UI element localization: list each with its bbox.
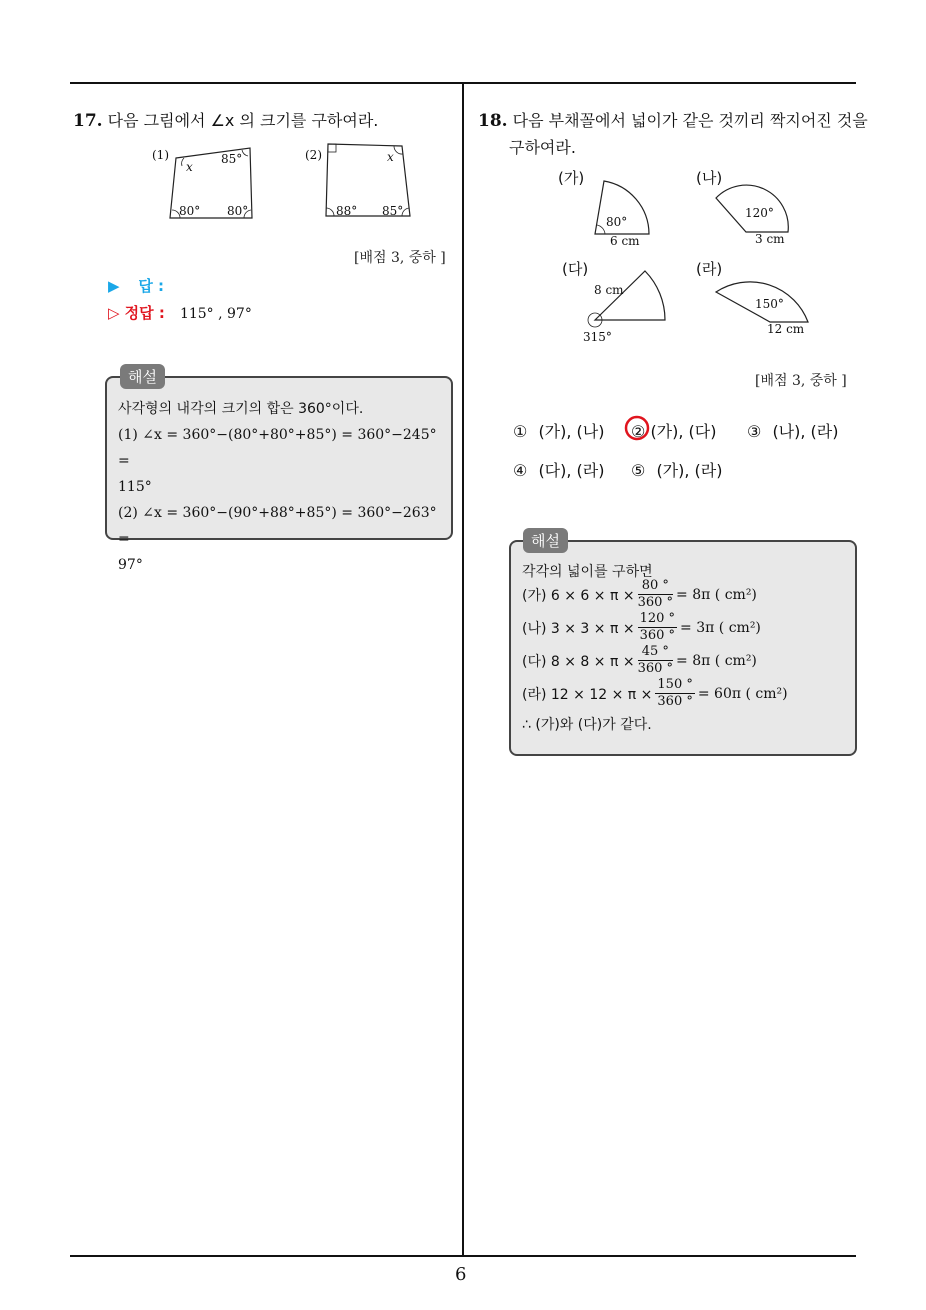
- question-17: [73, 108, 378, 131]
- row-prefix: (가) 6 × 6 × π ×: [522, 587, 635, 604]
- fig2-angle-88: 88°: [336, 204, 358, 218]
- answer-label: 답 :: [138, 277, 165, 295]
- question-18: [478, 108, 868, 131]
- q18-solution-tag: 해설: [523, 528, 568, 553]
- sector-figure-da: [580, 265, 675, 330]
- q17-answer-row: [108, 275, 164, 296]
- row-prefix: (다) 8 × 8 × π ×: [522, 653, 635, 670]
- fig-ra-label: (라): [696, 260, 723, 278]
- row-prefix: (라) 12 × 12 × π ×: [522, 686, 653, 703]
- outline-arrow-icon: ▷: [108, 304, 120, 322]
- fig2-angle-x: x: [387, 150, 394, 164]
- choice-number: ③: [747, 422, 762, 441]
- fig-na-label: (나): [696, 169, 723, 187]
- choice-number: ⑤: [631, 461, 646, 480]
- fig-da-radius: 8 cm: [594, 283, 624, 297]
- solution-row: [522, 611, 788, 644]
- fig1-angle-x: x: [186, 160, 193, 174]
- choice-number: ①: [513, 422, 528, 441]
- q17-correct-row: [108, 302, 252, 323]
- correct-value: 115° , 97°: [179, 306, 252, 322]
- solution-row: [522, 677, 788, 710]
- solution-row: [522, 578, 788, 611]
- solution-line: (2) ∠x = 360°−(90°+88°+85°) = 360°−263° =: [118, 505, 437, 547]
- fig1-label: (1): [152, 148, 169, 162]
- fraction: $\frac{80 ^\circ}{360 ^\circ}$: [637, 578, 674, 610]
- fig2-label: (2): [305, 148, 322, 162]
- solution-line: 사각형의 내각의 크기의 합은 360°이다.: [118, 401, 364, 417]
- column-divider: [462, 82, 464, 1257]
- question-text-line1: 다음 부채꼴에서 넓이가 같은 것끼리 짝지어진 것을: [512, 111, 868, 130]
- play-arrow-icon: ▶: [108, 277, 120, 295]
- q18-solution-intro: 각각의 넓이를 구하면: [522, 564, 653, 580]
- fraction: $\frac{45 ^\circ}{360 ^\circ}$: [637, 644, 674, 676]
- choice-4[interactable]: [513, 458, 605, 481]
- fig-na-angle: 120°: [745, 206, 774, 220]
- fraction: $\frac{150 ^\circ}{360 ^\circ}$: [657, 677, 693, 709]
- question-number: 18.: [478, 111, 508, 131]
- solution-line: (1) ∠x = 360°−(80°+80°+85°) = 360°−245° =: [118, 427, 437, 469]
- choice-text: (다), (라): [538, 461, 605, 480]
- fig-ga-radius: 6 cm: [610, 234, 640, 248]
- q17-solution-tag: 해설: [120, 364, 165, 389]
- fig-da-angle: 315°: [583, 330, 612, 344]
- choice-1[interactable]: [513, 419, 605, 442]
- choice-text: (가), (라): [656, 461, 723, 480]
- selected-answer-circle-icon: [623, 414, 653, 444]
- fig-ga-angle: 80°: [606, 215, 628, 229]
- page-number: 6: [455, 1264, 467, 1285]
- bottom-rule: [70, 1255, 856, 1257]
- choice-5[interactable]: [631, 458, 723, 481]
- choice-text: (나), (라): [772, 422, 839, 441]
- row-result: = 8π ( cm²): [676, 652, 757, 669]
- question-text-line2: 구하여라.: [509, 138, 576, 157]
- q17-solution-text: [118, 396, 443, 578]
- solution-line: 97°: [118, 557, 143, 573]
- choice-text: (가), (나): [538, 422, 605, 441]
- fig1-angle-85: 85°: [221, 152, 243, 166]
- q18-solution-conclusion: ∴ (가)와 (다)가 같다.: [522, 717, 652, 733]
- choice-number: ④: [513, 461, 528, 480]
- fig-ra-angle: 150°: [755, 297, 784, 311]
- choice-3[interactable]: [747, 419, 839, 442]
- choice-number: ②: [631, 422, 646, 441]
- fig1-angle-80-left: 80°: [179, 204, 201, 218]
- fig-ra-radius: 12 cm: [767, 322, 805, 336]
- fig1-angle-80-right: 80°: [227, 204, 249, 218]
- solution-row: [522, 644, 788, 677]
- q18-solution-rows: [522, 578, 788, 710]
- choice-text: (가), (다): [650, 422, 717, 441]
- q18-score-meta: [배점 3, 중하 ]: [755, 373, 847, 389]
- q17-score-meta: [배점 3, 중하 ]: [354, 250, 446, 266]
- question-text: 다음 그림에서 ∠x 의 크기를 구하여라.: [107, 111, 379, 130]
- question-number: 17.: [73, 111, 103, 131]
- fig-ga-label: (가): [558, 169, 585, 187]
- fig-da-label: (다): [562, 260, 589, 278]
- fraction: $\frac{120 ^\circ}{360 ^\circ}$: [639, 611, 676, 643]
- fig-na-radius: 3 cm: [755, 232, 785, 246]
- row-result: = 60π ( cm²): [697, 685, 788, 702]
- fig2-angle-85: 85°: [382, 204, 404, 218]
- row-result: = 3π ( cm²): [680, 619, 761, 636]
- correct-label: 정답 :: [124, 304, 165, 322]
- quadrilateral-figure-1: [160, 140, 270, 230]
- row-prefix: (나) 3 × 3 × π ×: [522, 620, 635, 637]
- row-result: = 8π ( cm²): [676, 586, 757, 603]
- solution-line: 115°: [118, 479, 152, 495]
